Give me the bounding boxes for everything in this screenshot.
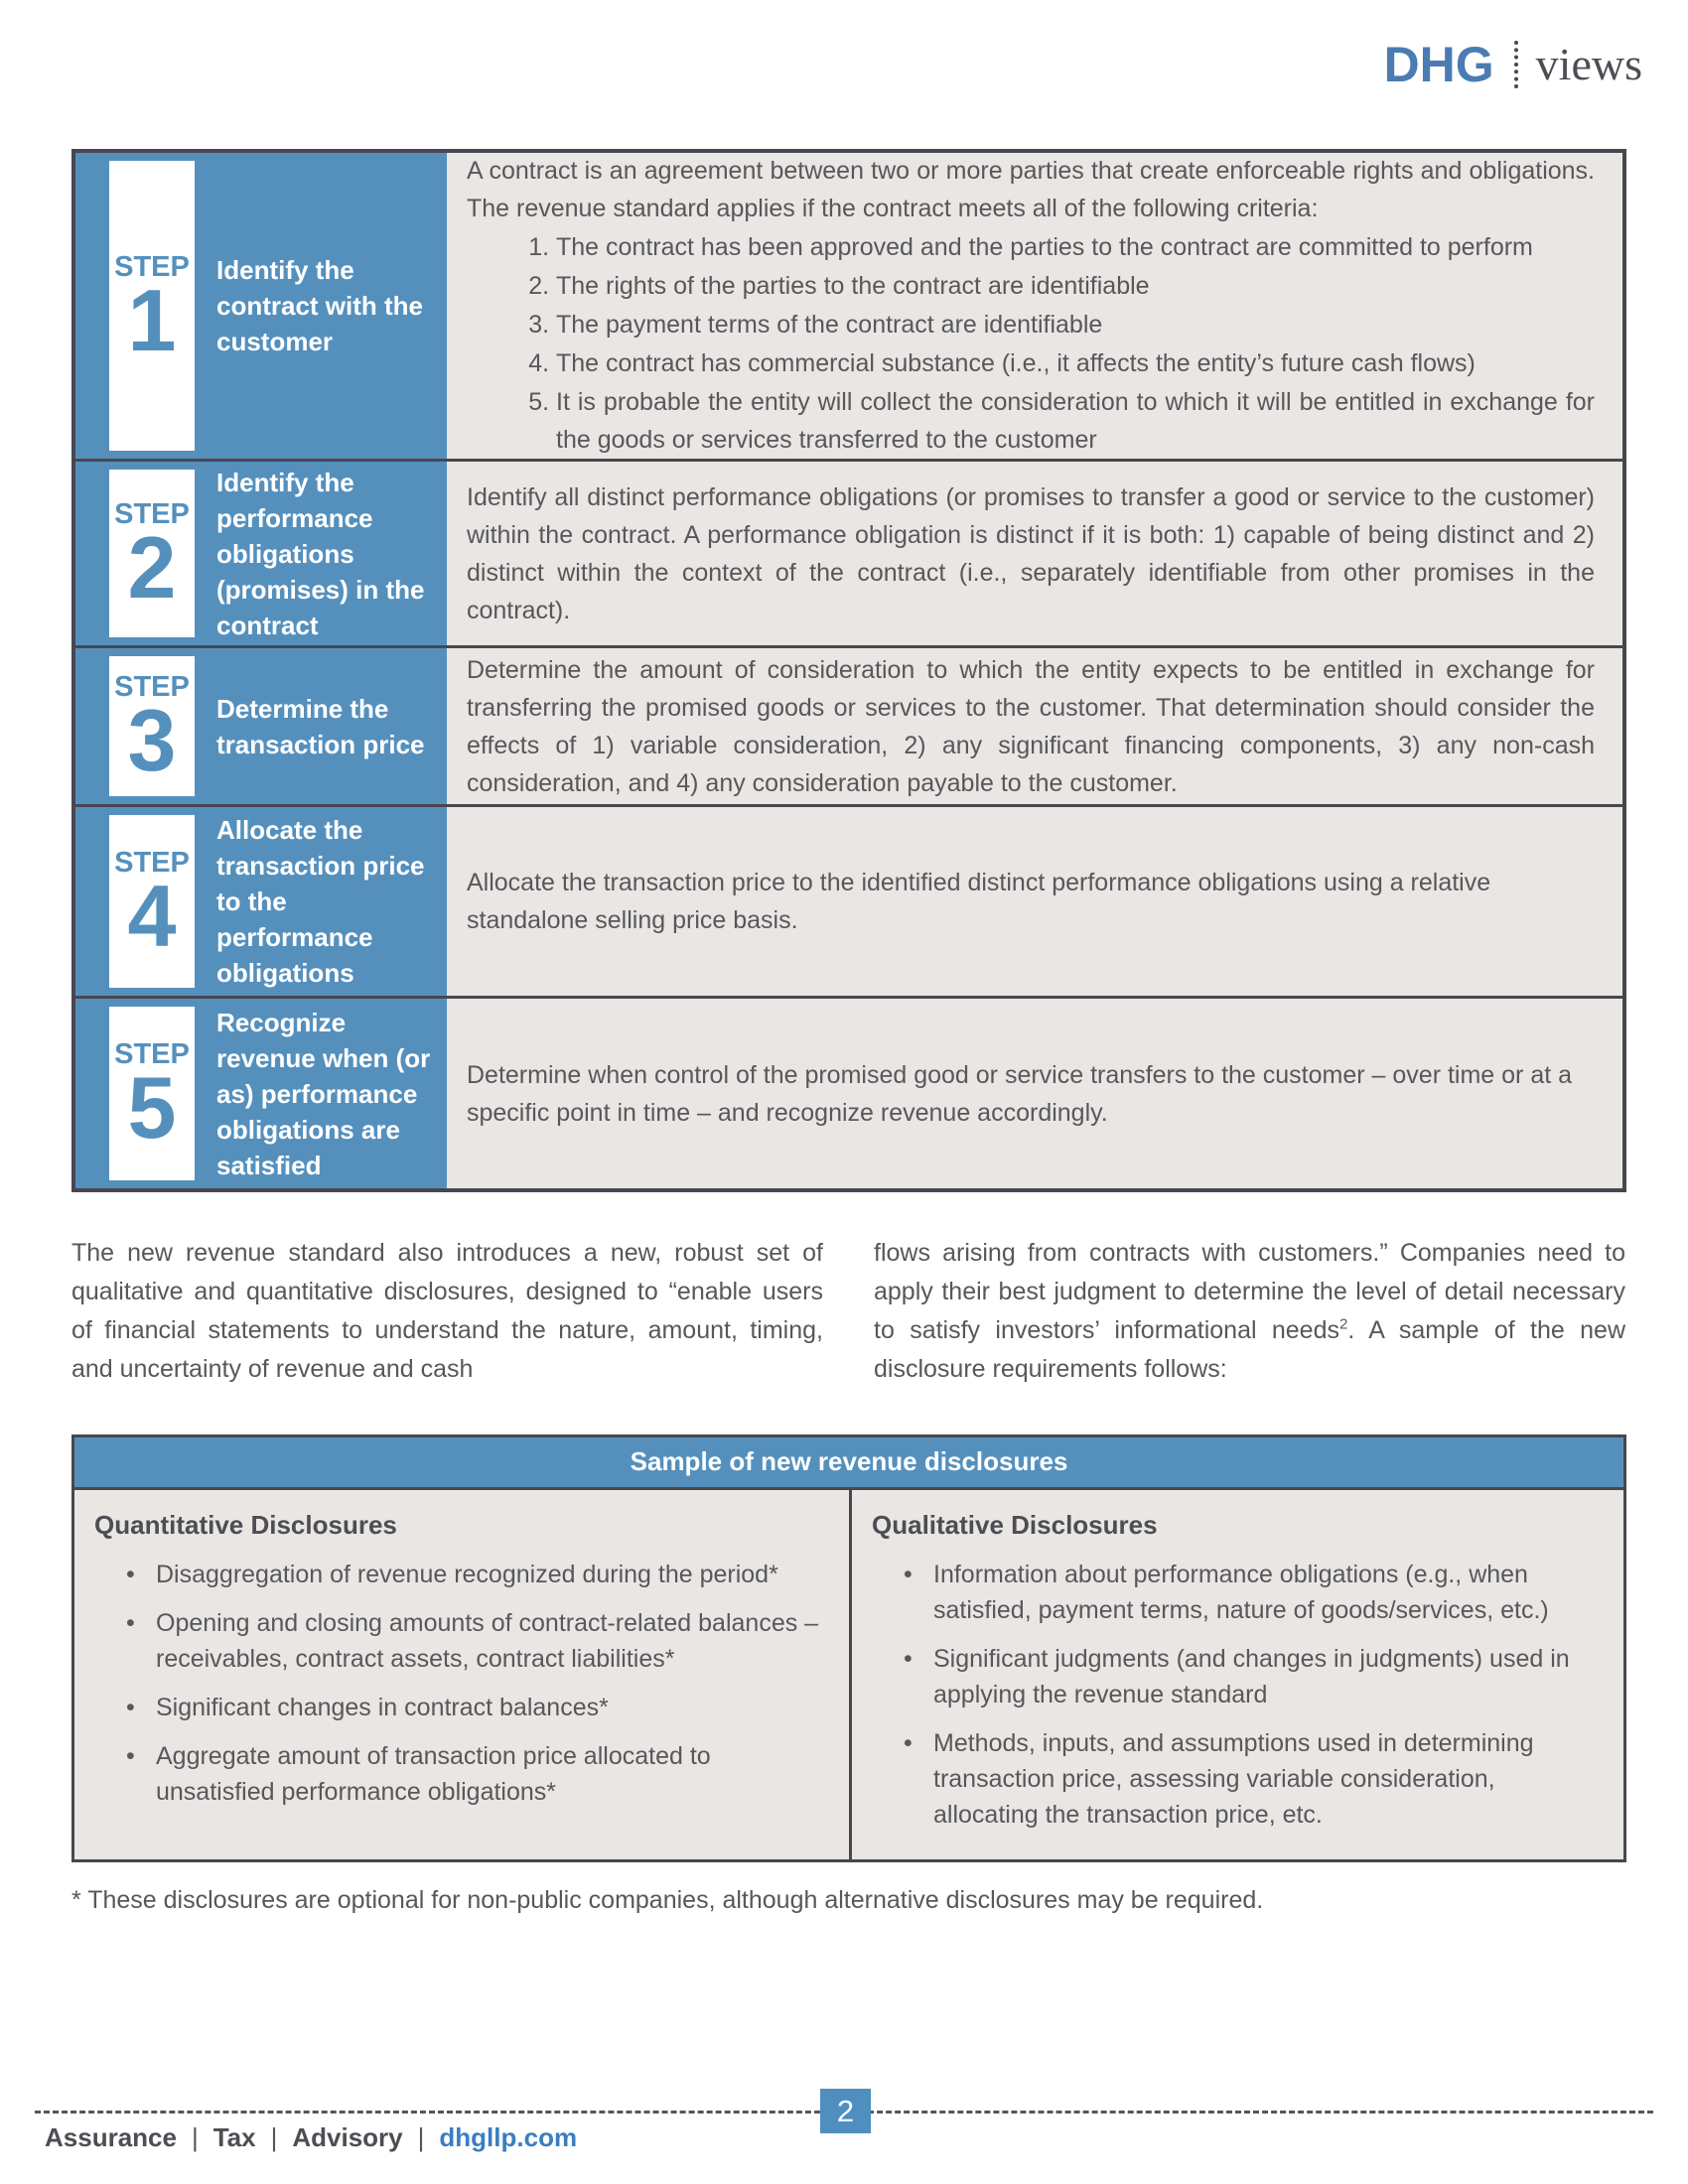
step-3-badge [109,656,195,796]
step-5-description [447,999,1622,1188]
step-label: STEP [114,1038,190,1071]
intro-right-paragraph [874,1234,1625,1389]
step-number: 3 [127,691,177,790]
service-label: Assurance [45,2122,177,2152]
website-link[interactable]: dhgllp.com [439,2122,578,2152]
step-5-cell [75,999,447,1188]
step-4-cell [75,807,447,996]
footnote-superscript: 2 [1339,1315,1348,1333]
separator: | [191,2122,199,2152]
service-label: Advisory [292,2122,403,2152]
qualitative-list [870,1557,1600,1833]
step-3-description [447,648,1622,804]
service-label: Tax [212,2122,256,2152]
step-row-5 [75,996,1622,1188]
step-row-1 [75,153,1622,459]
step-row-3 [75,645,1622,804]
step-label: STEP [114,250,190,283]
step-label: STEP [114,846,190,879]
step-1-title: Identify the contract with the customer [216,255,424,356]
step-number: 2 [127,518,177,617]
step-number: 5 [127,1058,177,1158]
step-2-title: Identify the performance obligations (promises) in the contract [216,467,425,640]
step-1-cell [75,153,447,459]
step-3-body: Determine the amount of consideration to which the entity expects to be entitled in exchange for transferring the promised goods or services to the customer. That determination should consider the effects of 1) variable consideration, 2) any significant financing components, 3) any non-cash consideration, and 4) any consideration payable to the customer. [467,655,1595,797]
disclosures-table-body [74,1490,1623,1859]
step-5-badge [109,1007,195,1180]
step-row-2 [75,459,1622,645]
criteria-item: 4. The contract has commercial substance (i.e., it affects the entity’s future cash flows) [556,344,1595,382]
step-2-body: Identify all distinct performance obligations (or promises to transfer a good or service to the customer) within the contract. A performance obligation is distinct if it is both: 1) capable of being distinct and 2) distinct within the context of the contract (i.e., separately identifiable from other promises in the contract). [467,482,1595,624]
revenue-steps-table [71,149,1626,1192]
disclosure-item: • Information about performance obligations (e.g., when satisfied, payment terms, nature of goods/services, etc.) [870,1557,1600,1628]
page-number-badge: 2 [820,2089,871,2133]
quantitative-header: Quantitative Disclosures [94,1510,397,1540]
step-label: STEP [114,498,190,531]
step-1-badge [109,161,195,451]
step-4-body: Allocate the transaction price to the identified distinct performance obligations using a relative standalone selling price basis. [467,869,1491,934]
footer-services [45,2122,577,2153]
intro-right-text: flows arising from contracts with customers.” Companies need to apply their best judgment to determine the level of detail necessary to satisfy investors’ informational needs [874,1239,1625,1344]
quantitative-list [92,1557,825,1810]
disclosure-item: • Disaggregation of revenue recognized during the period* [92,1557,825,1592]
intro-right-text-after: . A sample of the new disclosure requirements follows: [874,1316,1625,1383]
step-1-criteria-list [467,227,1595,460]
logo-dotted-divider [1514,41,1518,88]
intro-left-paragraph: The new revenue standard also introduces a new, robust set of qualitative and quantitative disclosures, designed to “enable users of financial statements to understand the nature, amount, timing, and uncertainty of revenue and cash [71,1239,823,1383]
step-5-body: Determine when control of the promised good or service transfers to the customer – over time or at a specific point in time – and recognize revenue accordingly. [467,1060,1573,1127]
disclosure-item: • Opening and closing amounts of contract-related balances – receivables, contract assets, contract liabilities* [92,1605,825,1677]
separator: | [270,2122,278,2152]
brand-wordmark: DHG [1383,37,1494,92]
criteria-item: 2. The rights of the parties to the contract are identifiable [556,267,1595,305]
step-4-description [447,807,1622,996]
step-5-title: Recognize revenue when (or as) performance obligations are satisfied [216,1007,431,1180]
step-number: 4 [127,866,177,965]
step-2-badge [109,470,195,637]
disclosure-item: • Aggregate amount of transaction price allocated to unsatisfied performance obligations* [92,1738,825,1810]
step-1-intro: A contract is an agreement between two or more parties that create enforceable rights and obligations. The revenue standard applies if the contract meets all of the following criteria: [467,157,1595,222]
step-number: 1 [127,270,177,369]
publication-name: views [1535,39,1642,89]
criteria-item: 5. It is probable the entity will collect the consideration to which it will be entitled in exchange for the goods or services transferred to the customer [556,383,1595,459]
disclosure-item: • Significant changes in contract balances* [92,1690,825,1725]
qualitative-header: Qualitative Disclosures [872,1510,1158,1540]
disclosure-item: • Methods, inputs, and assumptions used in determining transaction price, assessing variable consideration, allocating the transaction price, etc. [870,1725,1600,1833]
footnote: * These disclosures are optional for non-public companies, although alternative disclosures may be required. [71,1886,1264,1914]
quantitative-column [74,1490,849,1859]
step-label: STEP [114,671,190,704]
separator: | [417,2122,425,2152]
disclosures-table-title: Sample of new revenue disclosures [74,1437,1623,1490]
intro-paragraphs [71,1234,1626,1389]
criteria-item: 1. The contract has been approved and the parties to the contract are committed to perform [556,228,1595,266]
criteria-item: 3. The payment terms of the contract are identifiable [556,306,1595,343]
step-4-badge [109,815,195,988]
step-2-cell [75,462,447,645]
disclosure-item: • Significant judgments (and changes in judgments) used in applying the revenue standard [870,1641,1600,1712]
step-4-title: Allocate the transaction price to the performance obligations [216,815,425,988]
step-1-description [447,153,1622,459]
step-3-title: Determine the transaction price [216,693,425,759]
step-3-cell [75,648,447,804]
header-logo [1383,37,1642,92]
step-row-4 [75,804,1622,996]
step-2-description [447,462,1622,645]
qualitative-column [849,1490,1623,1859]
disclosures-table [71,1434,1626,1862]
